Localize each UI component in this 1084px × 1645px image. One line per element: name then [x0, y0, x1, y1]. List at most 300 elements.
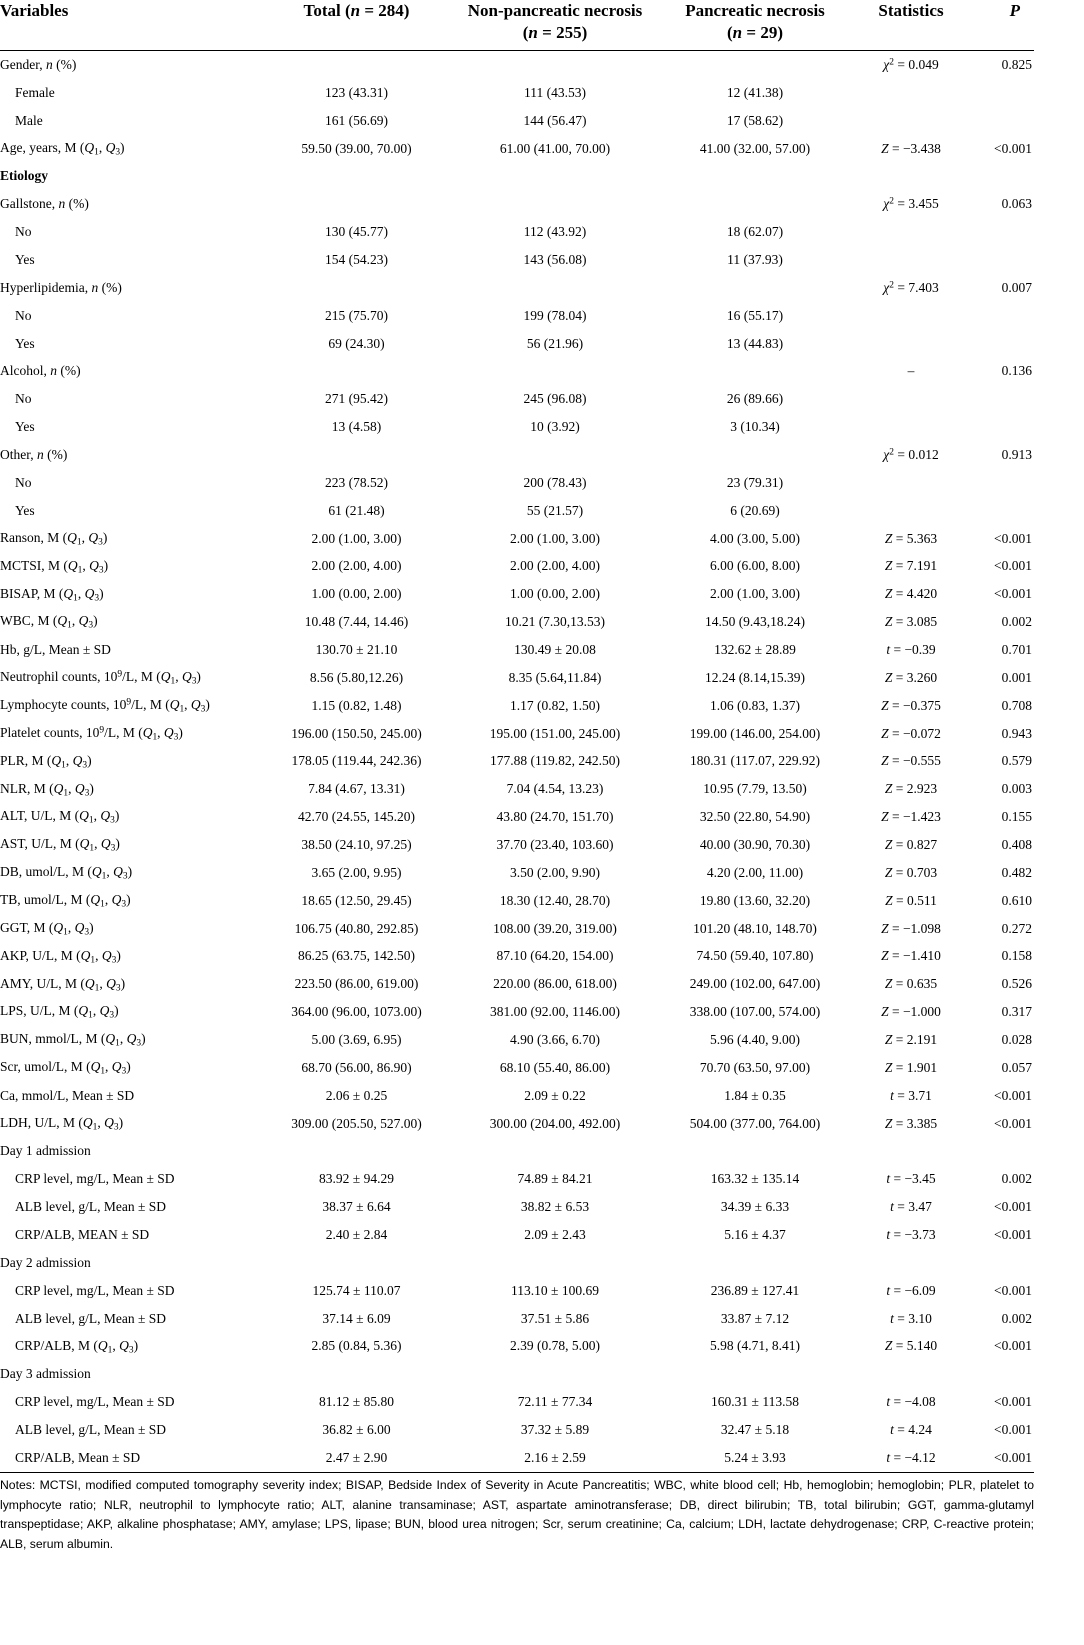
cell-p-value: [967, 107, 1034, 135]
text-segment: Q: [119, 1337, 129, 1353]
cell-total: 18.65 (12.50, 29.45): [301, 892, 412, 908]
cell-total: 37.14 ± 6.09: [322, 1310, 391, 1326]
text-segment: /L, M (: [104, 724, 143, 740]
text-segment: 3: [111, 955, 117, 966]
cell-total: 68.70 (56.00, 86.90): [301, 1059, 412, 1075]
table-row: [0, 469, 1034, 497]
text-segment: PLR, M (: [0, 752, 52, 768]
cell-p-value: 0.158: [1001, 948, 1032, 964]
text-segment: 1: [170, 676, 176, 687]
text-segment: 3: [121, 899, 127, 910]
cell-p-value: <0.001: [994, 1449, 1032, 1465]
row-label: [0, 469, 258, 497]
text-segment: t: [886, 1394, 891, 1410]
cell-pancreatic-necrosis: 1.84 ± 0.35: [724, 1087, 786, 1103]
text-segment: 9: [99, 725, 105, 736]
cell-total: 223.50 (86.00, 619.00): [294, 976, 419, 992]
text-segment: Platelet counts, 10: [0, 724, 100, 740]
cell-non-pancreatic-necrosis: [455, 1360, 655, 1388]
cell-statistics: [855, 441, 967, 469]
cell-pancreatic-necrosis: [655, 1249, 855, 1277]
cell-pancreatic-necrosis: 34.39 ± 6.33: [720, 1199, 790, 1215]
table-row: [0, 970, 1034, 998]
text-segment: ): [127, 864, 133, 880]
text-segment: ): [120, 139, 125, 155]
text-segment: Q: [160, 669, 171, 685]
row-label: [0, 274, 258, 302]
cell-pancreatic-necrosis: 5.96 (4.40, 9.00): [710, 1032, 800, 1047]
cell-statistics: [855, 162, 967, 190]
table-row: [0, 525, 1034, 553]
cell-statistics: [855, 1054, 967, 1082]
text-segment: ): [89, 780, 94, 796]
text-segment: 1: [88, 815, 94, 826]
cell-p-value: 0.002: [1001, 1310, 1032, 1326]
row-label: [0, 1138, 258, 1166]
cell-p-value: <0.001: [994, 530, 1032, 546]
text-segment: Q: [106, 975, 116, 991]
text-segment: = 0.012: [893, 446, 939, 462]
cell-non-pancreatic-necrosis: 2.16 ± 2.59: [524, 1449, 586, 1465]
text-segment: Q: [78, 1003, 89, 1019]
text-segment: Q: [90, 892, 101, 908]
text-segment: = 3.10: [893, 1310, 932, 1326]
cell-total: 10.48 (7.44, 14.46): [304, 614, 409, 630]
text-segment: 3: [98, 565, 104, 576]
table-row: [0, 1249, 1034, 1277]
cell-total: 83.92 ± 94.29: [319, 1171, 394, 1187]
header-non-pancreatic-necrosis: Non-pancreatic necrosis (n = 255): [467, 1, 643, 42]
text-segment: = 3.260: [892, 669, 938, 685]
cell-pancreatic-necrosis: [655, 51, 855, 79]
text-segment: Q: [80, 947, 91, 963]
cell-p-value: 0.155: [1001, 809, 1032, 825]
cell-statistics: [855, 1277, 967, 1305]
row-label: [0, 1221, 258, 1249]
cell-total: [258, 274, 455, 302]
cell-pancreatic-necrosis: 132.62 ± 28.89: [714, 641, 796, 657]
text-segment: Day 3 admission: [0, 1366, 91, 1382]
cell-statistics: [855, 1110, 967, 1138]
cell-p-value: [967, 385, 1034, 413]
table-row: [0, 915, 1034, 943]
cell-statistics: [855, 859, 967, 887]
cell-statistics: [855, 775, 967, 803]
cell-pancreatic-necrosis: 18 (62.07): [726, 224, 784, 240]
text-segment: Q: [79, 836, 90, 852]
text-segment: CRP/ALB, Mean ± SD: [15, 1449, 141, 1465]
text-segment: Z: [881, 809, 889, 825]
cell-total: 178.05 (119.44, 242.36): [291, 753, 422, 769]
cell-p-value: 0.001: [1001, 669, 1032, 685]
table-row: [0, 385, 1034, 413]
text-segment: ALB level, g/L, Mean ± SD: [15, 1310, 167, 1326]
row-label: [0, 552, 258, 580]
text-segment: Q: [63, 585, 74, 601]
cell-p-value: 0.063: [1001, 196, 1032, 212]
table-row: [0, 580, 1034, 608]
text-segment: = 7.403: [893, 279, 939, 295]
text-segment: Scr, umol/L, M (: [0, 1059, 91, 1075]
cell-total: 81.12 ± 85.80: [319, 1394, 394, 1410]
cell-non-pancreatic-necrosis: 37.51 ± 5.86: [520, 1310, 590, 1326]
cell-p-value: 0.007: [1001, 279, 1032, 295]
cell-statistics: [855, 1165, 967, 1193]
table-row: [0, 692, 1034, 720]
text-segment: Z: [884, 864, 893, 880]
text-segment: AKP, U/L, M (: [0, 947, 81, 963]
cell-statistics: [855, 302, 967, 330]
text-segment: 3: [98, 537, 103, 548]
cell-p-value: <0.001: [994, 1199, 1032, 1215]
row-label: [0, 135, 258, 163]
text-segment: MCTSI, M (: [0, 557, 68, 573]
text-segment: Z: [884, 836, 893, 852]
text-segment: = 0.827: [892, 836, 938, 852]
cell-pancreatic-necrosis: 163.32 ± 135.14: [710, 1171, 800, 1187]
cell-pancreatic-necrosis: 12.24 (8.14,15.39): [704, 669, 806, 685]
text-segment: Yes: [15, 251, 35, 267]
row-label: [0, 1360, 258, 1388]
cell-total: 5.00 (3.69, 6.95): [311, 1032, 402, 1047]
row-label: [0, 79, 258, 107]
cell-statistics: [855, 469, 967, 497]
row-label: [0, 218, 258, 246]
text-segment: Z: [884, 781, 893, 797]
text-segment: 3: [84, 927, 90, 938]
text-segment: Z: [881, 948, 889, 964]
text-segment: 1: [61, 760, 66, 771]
text-segment: ,: [112, 1337, 120, 1353]
text-segment: ,: [184, 697, 191, 713]
text-segment: Q: [105, 1031, 116, 1047]
text-segment: Q: [142, 724, 153, 740]
text-segment: Neutrophil counts, 10: [0, 669, 118, 685]
text-segment: Q: [74, 780, 85, 796]
cell-statistics: [855, 552, 967, 580]
cell-pancreatic-necrosis: 504.00 (377.00, 764.00): [689, 1115, 821, 1131]
text-segment: 9: [126, 697, 132, 708]
text-segment: ): [141, 1031, 146, 1047]
cell-non-pancreatic-necrosis: 8.35 (5.64,11.84): [508, 669, 602, 685]
cell-statistics: [855, 970, 967, 998]
text-segment: AMY, U/L, M (: [0, 975, 85, 991]
row-label: [0, 608, 258, 636]
cell-total: 271 (95.42): [325, 391, 388, 407]
text-segment: = −6.09: [890, 1282, 936, 1298]
cell-statistics: [855, 887, 967, 915]
text-segment: = 2.923: [892, 781, 938, 797]
table-row: [0, 135, 1034, 163]
cell-total: 59.50 (39.00, 70.00): [301, 140, 412, 156]
cell-non-pancreatic-necrosis: 2.39 (0.78, 5.00): [510, 1338, 600, 1354]
cell-non-pancreatic-necrosis: 177.88 (119.82, 242.50): [490, 753, 620, 769]
text-segment: = −3.73: [890, 1227, 936, 1243]
text-segment: 1: [92, 1122, 98, 1133]
header-row: [0, 0, 1034, 51]
cell-pancreatic-necrosis: 236.89 ± 127.41: [710, 1282, 800, 1298]
cell-total: 309.00 (205.50, 527.00): [291, 1115, 422, 1131]
cell-non-pancreatic-necrosis: 200 (78.43): [523, 474, 587, 490]
text-segment: ,: [97, 1114, 105, 1130]
text-segment: Q: [113, 864, 123, 880]
text-segment: No: [15, 307, 32, 323]
cell-statistics: [855, 357, 967, 385]
text-segment: ,: [71, 613, 79, 629]
cell-non-pancreatic-necrosis: 74.89 ± 84.21: [517, 1171, 593, 1187]
cell-p-value: [967, 330, 1034, 358]
cell-statistics: [855, 413, 967, 441]
cell-statistics: [855, 636, 967, 664]
text-segment: ): [93, 613, 98, 629]
text-segment: = −0.375: [888, 697, 941, 713]
cell-p-value: 0.003: [1001, 781, 1032, 797]
text-segment: 3: [115, 982, 121, 993]
cell-statistics: [855, 190, 967, 218]
text-segment: ,: [119, 1031, 127, 1047]
cell-statistics: [855, 1082, 967, 1110]
text-segment: Q: [190, 697, 201, 713]
cell-non-pancreatic-necrosis: 220.00 (86.00, 618.00): [493, 976, 617, 992]
row-label: [0, 943, 258, 971]
cell-total: 1.15 (0.82, 1.48): [311, 697, 402, 713]
text-segment: ,: [98, 139, 106, 155]
text-segment: t: [890, 1199, 894, 1215]
table-row: [0, 246, 1034, 274]
text-segment: 1: [101, 871, 107, 882]
cell-non-pancreatic-necrosis: [455, 190, 655, 218]
row-label: [0, 859, 258, 887]
text-segment: Lymphocyte counts, 10: [0, 697, 127, 713]
cell-pancreatic-necrosis: 4.20 (2.00, 11.00): [706, 864, 804, 880]
cell-p-value: 0.002: [1001, 614, 1032, 630]
cell-pancreatic-necrosis: 249.00 (102.00, 647.00): [689, 976, 821, 992]
cell-non-pancreatic-necrosis: 3.50 (2.00, 9.90): [510, 864, 600, 880]
table-row: [0, 330, 1034, 358]
cell-total: [258, 162, 455, 190]
text-segment: Etiology: [0, 168, 49, 184]
cell-statistics: [855, 497, 967, 525]
text-segment: NLR, M (: [0, 780, 54, 796]
text-segment: n: [50, 363, 57, 379]
text-segment: 2: [889, 196, 894, 207]
row-label: [0, 330, 258, 358]
text-segment: = −1.410: [888, 948, 941, 964]
text-segment: 3: [122, 871, 128, 882]
text-segment: Q: [67, 557, 78, 573]
cell-total: 364.00 (96.00, 1073.00): [291, 1004, 422, 1020]
text-segment: 1: [76, 537, 82, 548]
text-segment: 3: [110, 843, 116, 854]
row-label: [0, 1193, 258, 1221]
cell-p-value: [967, 246, 1034, 274]
row-label: [0, 1388, 258, 1416]
text-segment: Yes: [15, 419, 35, 435]
row-label: [0, 357, 258, 385]
row-label: [0, 1333, 258, 1361]
cell-total: 2.00 (1.00, 3.00): [311, 530, 402, 546]
text-segment: ALT, U/L, M (: [0, 808, 80, 824]
cell-pancreatic-necrosis: 5.24 ± 3.93: [724, 1449, 786, 1465]
text-segment: = 3.455: [893, 196, 939, 212]
cell-statistics: [855, 998, 967, 1026]
text-segment: 1: [73, 592, 78, 603]
row-label: [0, 747, 258, 775]
text-segment: No: [15, 224, 32, 240]
text-segment: χ: [883, 279, 890, 295]
table-row: [0, 357, 1034, 385]
text-segment: Q: [126, 1031, 137, 1047]
text-segment: = −0.39: [890, 641, 936, 657]
table-row: [0, 274, 1034, 302]
text-segment: Z: [884, 1059, 893, 1075]
text-segment: ,: [99, 975, 107, 991]
cell-non-pancreatic-necrosis: 7.04 (4.54, 13.23): [506, 781, 604, 797]
text-segment: Age, years, M (: [0, 139, 85, 155]
text-segment: = −1.000: [888, 1004, 941, 1020]
cell-pancreatic-necrosis: [655, 441, 855, 469]
cell-non-pancreatic-necrosis: 245 (96.08): [523, 391, 587, 407]
text-segment: 3: [113, 1122, 119, 1133]
table-row: [0, 998, 1034, 1026]
cell-pancreatic-necrosis: 32.50 (22.80, 54.90): [699, 809, 811, 825]
cell-pancreatic-necrosis: [655, 190, 855, 218]
text-segment: ): [87, 752, 92, 768]
cell-total: 161 (56.69): [325, 112, 388, 128]
text-segment: 1: [94, 147, 99, 158]
cell-pancreatic-necrosis: [655, 1360, 855, 1388]
text-segment: ): [126, 892, 131, 908]
table-row: [0, 943, 1034, 971]
text-segment: Q: [84, 585, 95, 601]
cell-p-value: <0.001: [994, 1115, 1032, 1131]
cell-statistics: [855, 831, 967, 859]
row-label: [0, 692, 258, 720]
cell-non-pancreatic-necrosis: 10 (3.92): [530, 419, 580, 435]
cell-p-value: 0.708: [1001, 697, 1032, 713]
table-row: [0, 1026, 1034, 1054]
text-segment: Q: [89, 557, 99, 573]
table-row: [0, 1388, 1034, 1416]
text-segment: ,: [67, 919, 75, 935]
cell-non-pancreatic-necrosis: [455, 274, 655, 302]
text-segment: 9: [117, 669, 123, 680]
table-row: [0, 1333, 1034, 1361]
table-body: [0, 51, 1034, 1473]
text-segment: t: [886, 641, 891, 657]
cell-statistics: [855, 1026, 967, 1054]
text-segment: 1: [63, 787, 69, 798]
cell-pancreatic-necrosis: [655, 1138, 855, 1166]
text-segment: 1: [77, 565, 83, 576]
table-row: [0, 162, 1034, 190]
cell-total: 106.75 (40.80, 292.85): [294, 920, 419, 936]
table-row: [0, 302, 1034, 330]
cell-statistics: [855, 692, 967, 720]
table-row: [0, 608, 1034, 636]
cell-p-value: 0.028: [1001, 1032, 1032, 1047]
text-segment: ,: [94, 836, 101, 852]
cell-p-value: [967, 1360, 1034, 1388]
cell-pancreatic-necrosis: 180.31 (117.07, 229.92): [690, 753, 820, 769]
cell-pancreatic-necrosis: 26 (89.66): [726, 391, 784, 407]
cell-non-pancreatic-necrosis: 143 (56.08): [523, 251, 587, 267]
text-segment: Q: [88, 529, 99, 545]
cell-p-value: [967, 1249, 1034, 1277]
row-label: [0, 525, 258, 553]
text-segment: Q: [111, 892, 122, 908]
text-segment: ): [118, 1114, 124, 1130]
text-segment: Z: [884, 586, 893, 602]
table-notes: Notes: MCTSI, modified computed tomography severity index; BISAP, Bedside Index of Severity in Acute Pancreatitis; WBC, white blood cell; Hb, hemoglobin; hemoglobin; PLR, platelet to lymphocyte ratio; NLR, neutrophil to lymphocyte ratio; ALT, alanine transaminase; AST, aspartate aminotransferase; DB, direct bilirubin; TB, total bilirubin; GGT, gamma-glutamyl transpeptidase; AKP, alkaline phosphatase; AMY, amylase; LPS, lipase; BUN, blood urea nitrogen; Scr, serum creatinine; Ca, calcium; LDH, lactate dehydrogenase; CRP, C-reactive protein; ALB, serum albumin.: [0, 1478, 1034, 1551]
cell-pancreatic-necrosis: 32.47 ± 5.18: [720, 1422, 790, 1438]
row-label: [0, 970, 258, 998]
cell-total: 36.82 ± 6.00: [322, 1422, 391, 1438]
cell-p-value: 0.057: [1001, 1059, 1032, 1075]
cell-non-pancreatic-necrosis: 56 (21.96): [526, 335, 584, 351]
table-row: [0, 1416, 1034, 1444]
row-label: [0, 413, 258, 441]
row-label: [0, 636, 258, 664]
text-segment: Q: [97, 1337, 108, 1353]
cell-p-value: <0.001: [994, 1422, 1032, 1438]
text-segment: Q: [53, 780, 64, 796]
cell-statistics: [855, 1360, 967, 1388]
text-segment: t: [890, 1087, 894, 1103]
text-segment: CRP/ALB, MEAN ± SD: [15, 1227, 150, 1243]
text-segment: Q: [57, 613, 68, 629]
table-row: [0, 747, 1034, 775]
table-row: [0, 1165, 1034, 1193]
cell-p-value: 0.825: [1001, 56, 1032, 72]
cell-statistics: [855, 330, 967, 358]
cell-p-value: <0.001: [994, 1227, 1032, 1243]
cell-pancreatic-necrosis: 13 (44.83): [726, 335, 784, 351]
text-segment: n: [91, 279, 99, 295]
text-segment: Z: [884, 1032, 893, 1047]
text-segment: 2: [889, 57, 894, 68]
text-segment: 3: [200, 704, 206, 715]
text-segment: ): [133, 1337, 139, 1353]
text-segment: Q: [82, 1114, 93, 1130]
cell-p-value: [967, 302, 1034, 330]
text-segment: 1: [179, 704, 185, 715]
cell-total: 196.00 (150.50, 245.00): [291, 725, 422, 741]
text-segment: 3: [121, 1066, 127, 1077]
row-label: [0, 1165, 258, 1193]
row-label: [0, 915, 258, 943]
table-row: [0, 887, 1034, 915]
text-segment: 1: [100, 899, 105, 910]
text-segment: Day 1 admission: [0, 1143, 91, 1159]
row-label: [0, 51, 258, 79]
cell-statistics: [855, 385, 967, 413]
cell-total: 86.25 (63.75, 142.50): [298, 948, 415, 964]
text-segment: Q: [169, 697, 180, 713]
cell-non-pancreatic-necrosis: [455, 1138, 655, 1166]
cell-p-value: 0.002: [1001, 1171, 1032, 1187]
cell-non-pancreatic-necrosis: 43.80 (24.70, 151.70): [496, 809, 614, 825]
text-segment: = −1.423: [888, 809, 941, 825]
text-segment: t: [890, 1310, 894, 1326]
text-segment: 1: [94, 982, 100, 993]
cell-p-value: <0.001: [994, 1087, 1032, 1103]
text-segment: = 5.363: [892, 530, 938, 546]
text-segment: Z: [884, 1115, 893, 1131]
header-pancreatic-necrosis: Pancreatic necrosis (n = 29): [685, 1, 825, 42]
cell-pancreatic-necrosis: 101.20 (48.10, 148.70): [693, 920, 817, 936]
text-segment: CRP level, mg/L, Mean ± SD: [15, 1282, 175, 1298]
